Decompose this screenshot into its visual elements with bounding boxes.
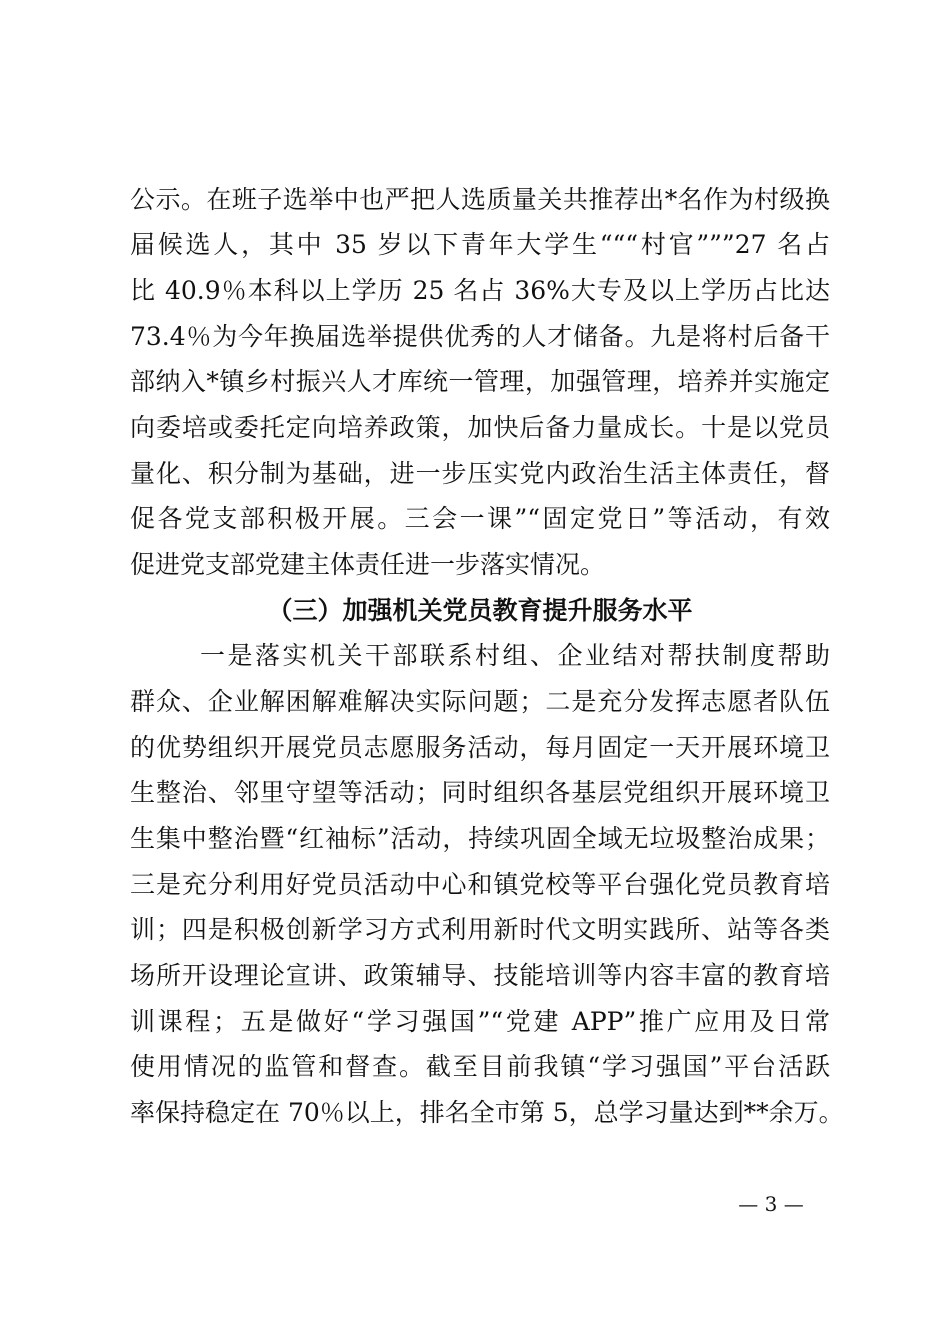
paragraph-line: 促进党支部党建主体责任进一步落实情况。 — [130, 550, 606, 579]
paragraph-line: 率保持稳定在 70％以上，排名全市第 5，总学习量达到**余万。 — [130, 1098, 844, 1127]
section-heading: （三）加强机关党员教育提升服务水平 — [267, 596, 693, 625]
paragraph-line: 群众、企业解困解难解决实际问题；二是充分发挥志愿者队伍 — [130, 687, 830, 716]
paragraph-line: 部纳入*镇乡村振兴人才库统一管理，加强管理，培养并实施定 — [130, 367, 830, 396]
paragraph-line: 届候选人，其中 35 岁以下青年大学生“““村官”””27 名占 — [130, 230, 830, 259]
paragraph-line: 生集中整治暨“红袖标”活动，持续巩固全域无垃圾整治成果； — [130, 824, 830, 853]
paragraph-line: 场所开设理论宣讲、政策辅导、技能培训等内容丰富的教育培 — [130, 961, 830, 990]
paragraph-line: 量化、积分制为基础，进一步压实党内政治生活主体责任，督 — [130, 459, 830, 488]
paragraph-line: 生整治、邻里守望等活动；同时组织各基层党组织开展环境卫 — [130, 778, 830, 807]
paragraph-line: 一是落实机关干部联系村组、企业结对帮扶制度帮助 — [200, 641, 830, 670]
paragraph-line: 训；四是积极创新学习方式利用新时代文明实践所、站等各类 — [130, 915, 830, 944]
paragraph-line: 公示。在班子选举中也严把人选质量关共推荐出*名作为村级换 — [130, 185, 830, 214]
paragraph-line: 训课程；五是做好“学习强国”“党建 APP”推广应用及日常 — [130, 1007, 830, 1036]
paragraph-line: 三是充分利用好党员活动中心和镇党校等平台强化党员教育培 — [130, 870, 830, 899]
paragraph-line: 向委培或委托定向培养政策，加快后备力量成长。十是以党员 — [130, 413, 830, 442]
paragraph-line: 使用情况的监管和督查。截至目前我镇“学习强国”平台活跃 — [130, 1052, 830, 1081]
paragraph-line: 比 40.9％本科以上学历 25 名占 36%大专及以上学历占比达 — [130, 276, 830, 305]
page-number: — 3 — — [738, 1192, 804, 1216]
paragraph-line: 73.4％为今年换届选举提供优秀的人才储备。九是将村后备干 — [130, 322, 830, 351]
paragraph-line: 促各党支部积极开展。三会一课”“固定党日”等活动，有效 — [130, 504, 830, 533]
paragraph-line: 的优势组织开展党员志愿服务活动，每月固定一天开展环境卫 — [130, 733, 830, 762]
